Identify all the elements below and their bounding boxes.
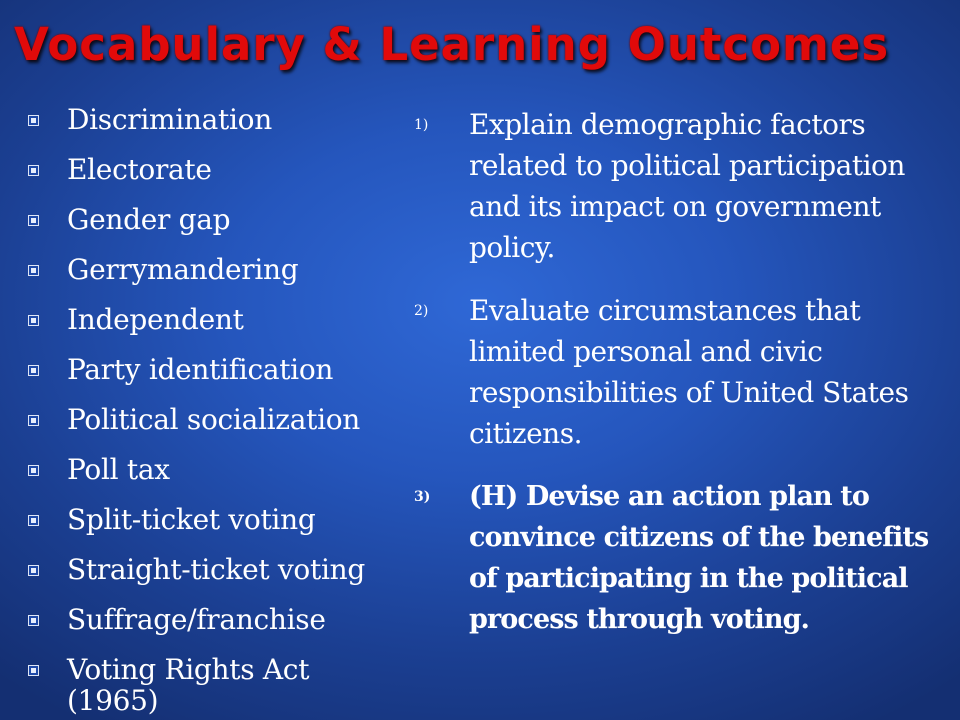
square-bullet-icon (28, 515, 39, 526)
square-bullet-icon (28, 315, 39, 326)
square-bullet-icon (28, 465, 39, 476)
square-bullet-icon (28, 265, 39, 276)
outcome-number: 2) (414, 303, 429, 319)
vocabulary-item: Gender gap (28, 204, 408, 235)
vocabulary-item: Poll tax (28, 454, 408, 485)
vocabulary-item: Electorate (28, 154, 408, 185)
outcome-text: Explain demographic factors related to political participation and its impact on government policy. (469, 108, 905, 264)
outcome-number: 1) (414, 117, 429, 133)
square-bullet-icon (28, 615, 39, 626)
square-bullet-icon (28, 215, 39, 226)
vocabulary-item: Gerrymandering (28, 254, 408, 285)
square-bullet-icon (28, 665, 39, 676)
square-bullet-icon (28, 165, 39, 176)
slide-title: Vocabulary & Learning Outcomes (14, 18, 890, 71)
square-bullet-icon (28, 565, 39, 576)
outcome-text: (H) Devise an action plan to convince citizens of the benefits of participating in the political process through voting. (469, 481, 929, 635)
vocabulary-item: Discrimination (28, 104, 408, 135)
vocabulary-item: Independent (28, 304, 408, 335)
learning-outcome-item-honors (414, 476, 954, 640)
vocabulary-item: Political socialization (28, 404, 408, 435)
outcome-text: Evaluate circumstances that limited personal and civic responsibilities of United States citizens. (469, 294, 909, 450)
learning-outcomes-list (414, 104, 954, 662)
vocabulary-item: Straight-ticket voting (28, 554, 408, 585)
square-bullet-icon (28, 365, 39, 376)
square-bullet-icon (28, 115, 39, 126)
vocabulary-item: Party identification (28, 354, 408, 385)
vocabulary-item: Split-ticket voting (28, 504, 408, 535)
square-bullet-icon (28, 415, 39, 426)
vocabulary-item: Voting Rights Act (1965) (28, 654, 408, 716)
learning-outcome-item (414, 290, 954, 454)
vocabulary-item: Suffrage/franchise (28, 604, 408, 635)
outcome-number: 3) (414, 489, 431, 505)
vocabulary-list (28, 104, 408, 720)
learning-outcome-item (414, 104, 954, 268)
